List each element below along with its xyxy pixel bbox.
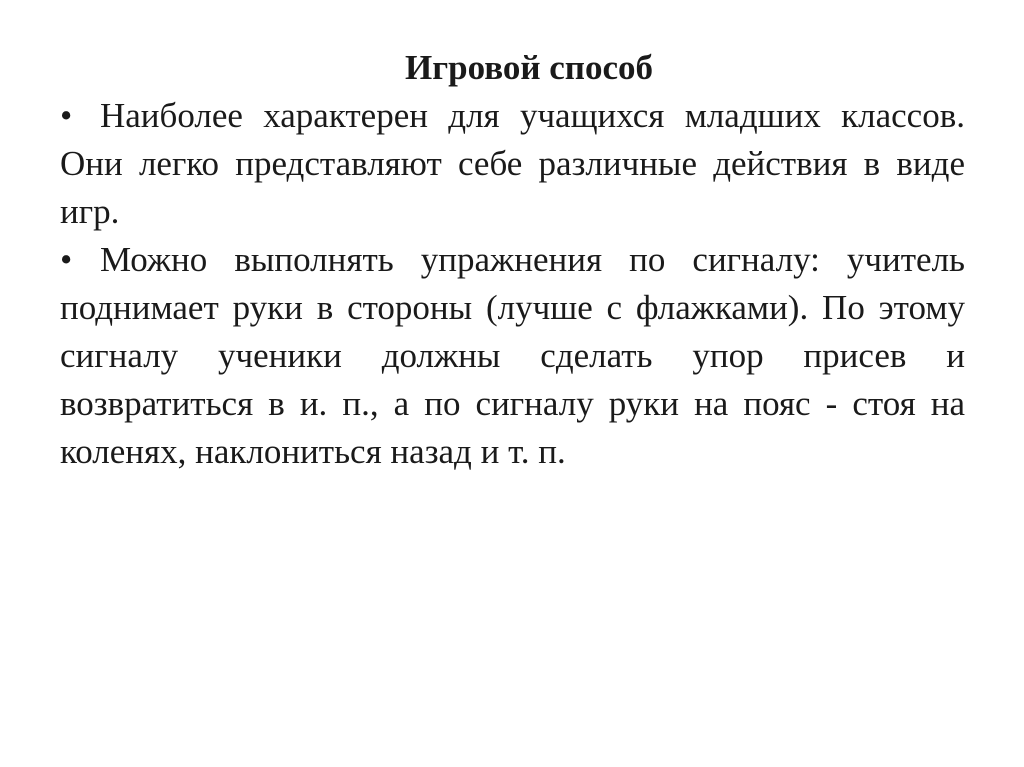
bullet-item — [60, 236, 965, 476]
bullet-symbol: • — [60, 96, 73, 135]
bullet-text: Наиболее характерен для учащихся младших классов. Они легко представляют себе различные действия в виде игр. — [60, 96, 965, 231]
bullet-item — [60, 92, 965, 236]
bullet-text: Можно выполнять упражнения по сигналу: учитель поднимает руки в стороны (лучше с флажками). По этому сигналу ученики должны сделать упор присев и возвратиться в и. п., а по сигналу руки на пояс - стоя на коленях, наклониться назад и т. п. — [60, 240, 965, 471]
slide-title: Игровой способ — [404, 48, 654, 87]
bullet-list — [60, 92, 965, 476]
bullet-symbol: • — [60, 240, 73, 279]
